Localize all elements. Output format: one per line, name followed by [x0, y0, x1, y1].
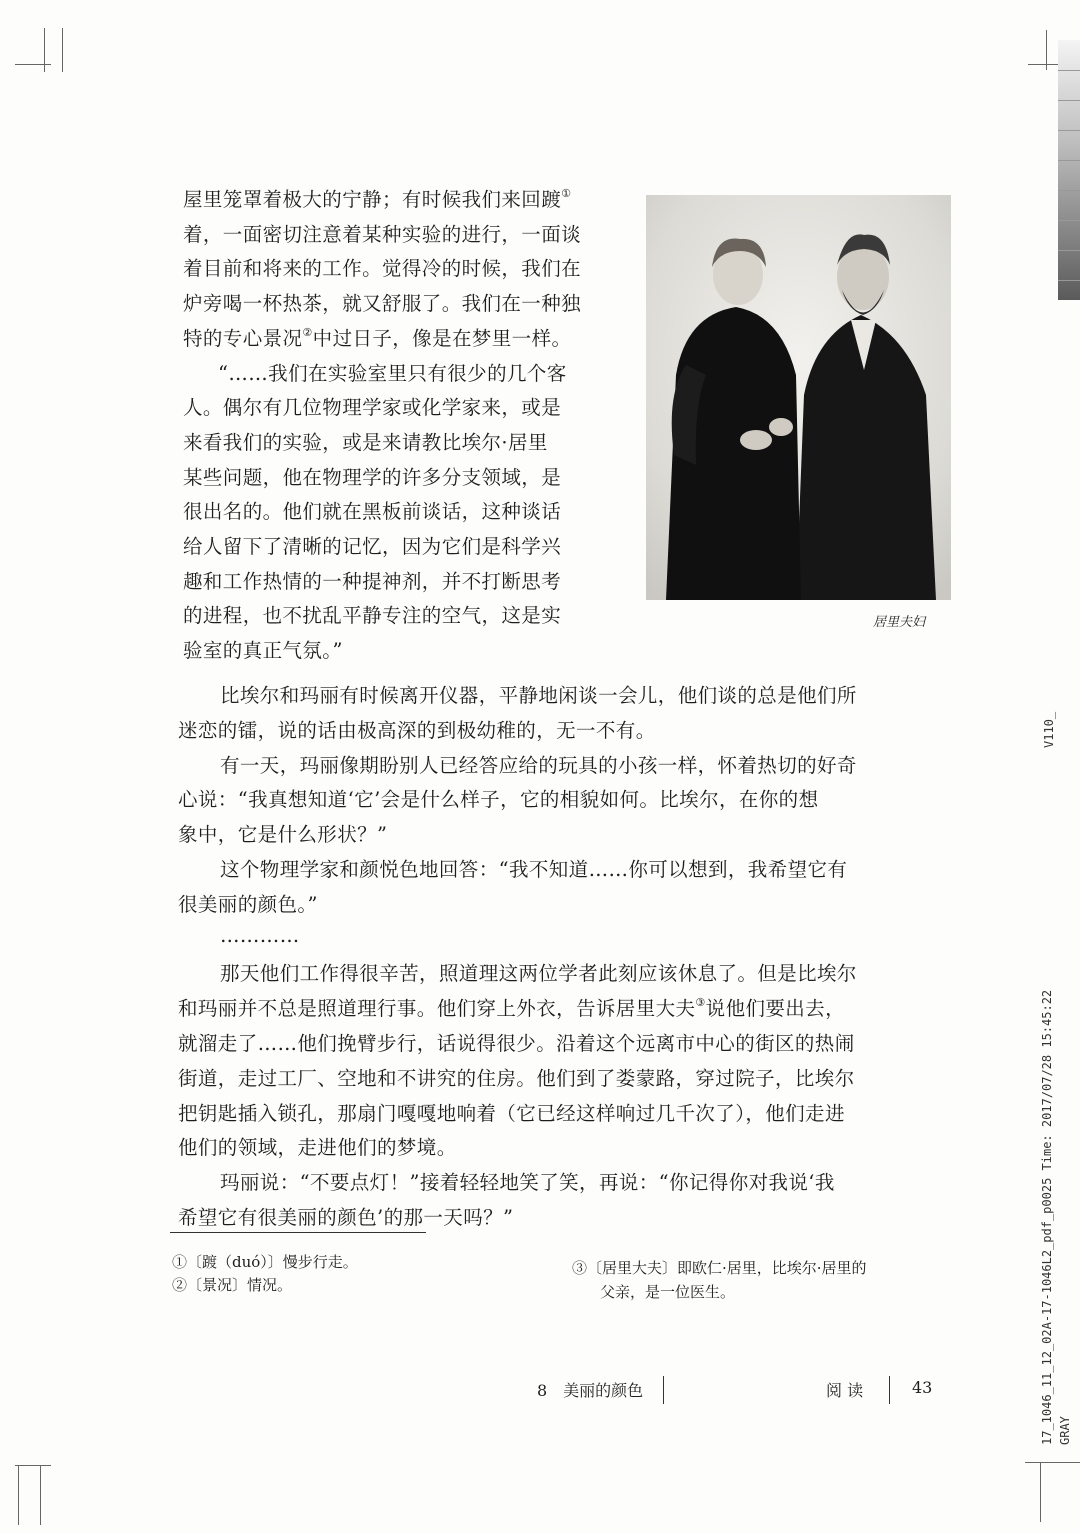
- crop-mark-top-left-v1: [44, 28, 45, 72]
- text-line: [220, 958, 857, 986]
- gray-scale-strip: [1058, 40, 1080, 300]
- side-print-info: 17_1046_11_12_02A-17-1046L2_pdf_p0025 Time: 2017/07/28 15:45:22: [1040, 989, 1054, 1445]
- crop-mark-bottom-right-v: [1040, 1462, 1041, 1522]
- text-line: [183, 184, 571, 212]
- text-line: [220, 1167, 835, 1195]
- crop-mark-top-left-v2: [62, 28, 63, 72]
- text-line-content: 他们的领域，走进他们的梦境。: [178, 1136, 457, 1160]
- text-line-content: 迷恋的镭，说的话由极高深的到极幼稚的，无一不有。: [178, 718, 656, 742]
- side-mark-v110: V110_: [1042, 711, 1056, 748]
- text-line-content: 屋里笼罩着极大的宁静；有时候我们来回踱: [183, 188, 562, 211]
- text-line-content: 就溜走了……他们挽臂步行，话说得很少。沿着这个远离市中心的街区的热闹: [178, 1032, 855, 1055]
- text-line: [178, 1028, 855, 1056]
- text-line-content: 这个物理学家和颜悦色地回答：“我不知道……你可以想到，我希望它有: [220, 858, 848, 881]
- text-line-content: 希望它有很美丽的颜色’的那一天吗？”: [178, 1206, 514, 1229]
- text-line: [218, 358, 567, 386]
- crop-mark-bottom-left-v1: [18, 1465, 19, 1525]
- text-line: [178, 993, 845, 1021]
- text-line: [178, 1132, 457, 1160]
- text-line-continuation: 说他们要出去，: [705, 997, 845, 1021]
- footnote-marker: ②: [302, 325, 313, 339]
- text-line: [178, 889, 318, 917]
- text-line-content: 特的专心景况: [183, 326, 303, 350]
- text-line-content: 街道，走过工厂、空地和不讲究的住房。他们到了娄蒙路，穿过院子，比埃尔: [178, 1066, 855, 1090]
- text-line-content: 和玛丽并不总是照道理行事。他们穿上外衣，告诉居里大夫: [178, 997, 696, 1021]
- text-line-content: “……我们在实验室里只有很少的几个客: [218, 361, 567, 385]
- text-line: [183, 600, 561, 628]
- text-line: [178, 715, 656, 743]
- text-line: [220, 924, 300, 947]
- text-line-content: 很美丽的颜色。”: [178, 892, 318, 916]
- text-line-content: 验室的真正气氛。”: [183, 639, 343, 663]
- footnote-1: ①〔踱（duó）〕慢步行走。: [172, 1253, 358, 1271]
- text-line-content: 的进程，也不扰乱平静专注的空气，这是实: [183, 604, 562, 628]
- text-line: [183, 288, 581, 316]
- text-line-content: 着目前和将来的工作。觉得冷的时候，我们在: [183, 257, 582, 281]
- text-line-content: 着，一面密切注意着某种实验的进行，一面谈: [183, 222, 582, 246]
- text-line: [220, 854, 847, 882]
- text-line: [183, 635, 343, 663]
- text-line: [183, 392, 561, 420]
- text-line: [183, 253, 581, 281]
- text-line: [183, 531, 561, 559]
- footnote-marker: ①: [561, 187, 572, 200]
- crop-mark-top-right-v: [1046, 30, 1047, 70]
- text-line: [183, 219, 581, 247]
- text-line-content: 很出名的。他们就在黑板前谈话，这种谈话: [183, 500, 562, 524]
- text-line: [178, 1098, 845, 1126]
- text-line-content: 那天他们工作得很辛苦，照道理这两位学者此刻应该休息了。但是比埃尔: [220, 962, 857, 986]
- text-line-content: 给人留下了清晰的记忆，因为它们是科学兴: [183, 535, 562, 558]
- text-line: [220, 750, 857, 778]
- text-line: [178, 1202, 513, 1230]
- text-line-content: 趣和工作热情的一种提神剂，并不打断思考: [183, 569, 562, 593]
- text-line-content: 玛丽说：“不要点灯！”接着轻轻地笑了笑，再说：“你记得你对我说‘我: [220, 1171, 835, 1195]
- footnote-2: ②〔景况〕情况。: [172, 1276, 293, 1294]
- page-number: 43: [912, 1378, 933, 1397]
- text-line: [183, 427, 548, 455]
- text-line: [183, 462, 561, 490]
- text-line-content: 比埃尔和玛丽有时候离开仪器，平静地闲谈一会儿，他们谈的总是他们所: [220, 684, 857, 707]
- curie-couple-photo: [646, 195, 951, 600]
- crop-mark-bottom-left-v2: [40, 1465, 41, 1525]
- text-line-content: …………: [220, 923, 300, 947]
- text-line: [183, 566, 561, 594]
- footnote-3-line1: ③〔居里大夫〕即欧仁·居里，比埃尔·居里的: [572, 1259, 867, 1277]
- photo-caption: 居里夫妇: [873, 615, 926, 630]
- text-line: [183, 323, 571, 351]
- text-line-content: 有一天，玛丽像期盼别人已经答应给的玩具的小孩一样，怀着热切的好奇: [220, 753, 857, 777]
- text-line-content: 心说：“我真想知道‘它’会是什么样子，它的相貌如何。比埃尔，在你的想: [178, 788, 819, 812]
- crop-mark-top-left-h: [15, 64, 51, 65]
- footnote-3-line2: 父亲，是一位医生。: [600, 1283, 736, 1301]
- footer-section: 阅 读: [826, 1381, 864, 1400]
- text-line-content: 某些问题，他在物理学的许多分支领域，是: [183, 465, 562, 489]
- text-line-continuation: 中过日子，像是在梦里一样。: [312, 326, 572, 350]
- footer-chapter: 8 美丽的颜色: [537, 1381, 644, 1400]
- footnote-marker: ③: [695, 996, 706, 1010]
- footnote-rule: [170, 1232, 426, 1233]
- text-line: [178, 1063, 855, 1091]
- text-line-content: 来看我们的实验，或是来请教比埃尔·居里: [183, 430, 548, 454]
- text-line-content: 把钥匙插入锁孔，那扇门嘎嘎地响着（它已经这样响过几千次了），他们走进: [178, 1101, 845, 1125]
- side-mark-gray: GRAY: [1058, 1416, 1072, 1445]
- text-line-content: 人。偶尔有几位物理学家或化学家来，或是: [183, 396, 562, 420]
- text-line-content: 象中，它是什么形状？”: [178, 823, 388, 847]
- text-line-content: 炉旁喝一杯热茶，就又舒服了。我们在一种独: [183, 292, 582, 316]
- footer-divider-2: [889, 1376, 890, 1404]
- text-line: [178, 819, 387, 847]
- footer-divider-1: [663, 1376, 664, 1404]
- crop-mark-bottom-right-h: [1025, 1462, 1080, 1463]
- text-line: [178, 784, 818, 812]
- text-line: [220, 680, 857, 708]
- text-line: [183, 496, 561, 524]
- crop-mark-bottom-left-h: [15, 1465, 51, 1466]
